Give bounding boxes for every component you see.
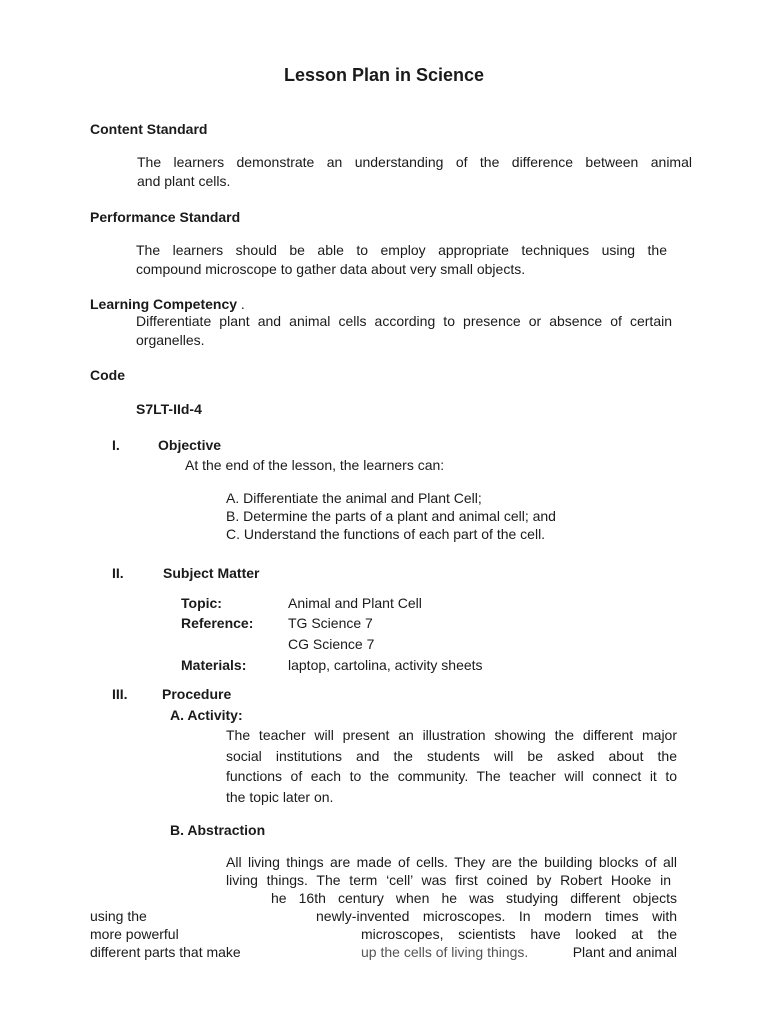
abstraction-fragment: using the: [90, 908, 147, 924]
abstraction-line: living things. The term ‘cell’ was first coined by Robert Hooke in: [226, 872, 671, 888]
topic-value: Animal and Plant Cell: [288, 595, 422, 611]
objective-numeral: I.: [112, 437, 120, 453]
subject-matter-numeral: II.: [112, 565, 124, 581]
reference-value: CG Science 7: [288, 636, 375, 652]
code-value: S7LT-IId-4: [136, 401, 202, 417]
reference-value: TG Science 7: [288, 615, 373, 631]
content-standard-heading: Content Standard: [90, 121, 208, 137]
abstraction-fragment: microscopes, scientists have looked at the: [361, 926, 677, 942]
objective-item: A. Differentiate the animal and Plant Cell;: [226, 490, 482, 506]
activity-line: functions of each to the community. The teacher will connect it to: [226, 768, 677, 785]
performance-standard-heading: Performance Standard: [90, 209, 241, 225]
objective-item: B. Determine the parts of a plant and animal cell; and: [226, 508, 556, 524]
objective-item: C. Understand the functions of each part of the cell.: [226, 526, 546, 542]
activity-line: The teacher will present an illustration showing the different major: [226, 727, 677, 743]
materials-label: Materials:: [181, 657, 247, 673]
abstraction-fragment: more powerful: [90, 926, 179, 942]
activity-text: [226, 725, 677, 808]
abstraction-fragment: Plant and animal: [572, 944, 677, 960]
content-standard-line: and plant cells.: [137, 172, 231, 189]
procedure-heading: Procedure: [162, 686, 232, 702]
abstraction-fragment: different parts that make: [90, 944, 241, 960]
learning-competency-suffix: .: [240, 296, 245, 312]
activity-line: social institutions and the students will be asked about the: [226, 747, 677, 764]
learning-competency-text: [136, 312, 672, 349]
abstraction-line: he 16th century when he was studying different objects: [271, 890, 677, 906]
abstraction-line: All living things are made of cells. They are the building blocks of all: [226, 854, 677, 870]
objective-heading: Objective: [158, 437, 222, 453]
code-heading: Code: [90, 367, 125, 383]
performance-standard-line: compound microscope to gather data about very small objects.: [136, 260, 526, 277]
content-standard-line: The learners demonstrate an understanding of the difference between animal: [137, 154, 692, 170]
abstraction-fragment: newly-invented microscopes. In modern times with: [316, 908, 677, 924]
learning-competency-heading-row: [90, 295, 245, 313]
performance-standard-line: The learners should be able to employ appropriate techniques using the: [136, 242, 667, 258]
reference-label: Reference:: [181, 615, 254, 631]
objective-intro: At the end of the lesson, the learners can:: [185, 457, 445, 473]
topic-label: Topic:: [181, 595, 222, 611]
abstraction-heading: B. Abstraction: [170, 822, 266, 838]
subject-matter-heading: Subject Matter: [163, 565, 260, 581]
abstraction-fragment: up the cells of living things.: [361, 944, 529, 960]
learning-competency-line: Differentiate plant and animal cells according to presence or absence of certain: [136, 313, 672, 329]
procedure-numeral: III.: [112, 686, 128, 702]
activity-heading: A. Activity:: [170, 707, 243, 723]
activity-line: the topic later on.: [226, 789, 334, 806]
performance-standard-text: [136, 241, 667, 278]
materials-value: laptop, cartolina, activity sheets: [288, 657, 483, 673]
learning-competency-heading: Learning Competency: [90, 296, 238, 312]
learning-competency-line: organelles.: [136, 331, 205, 348]
content-standard-text: [137, 153, 692, 190]
page-title: Lesson Plan in Science: [283, 65, 485, 85]
